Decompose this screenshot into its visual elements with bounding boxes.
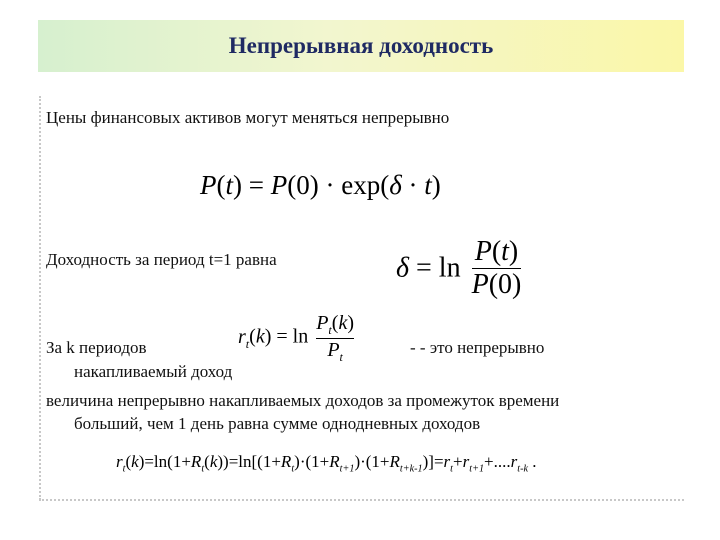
text-line-4: накапливаемый доход bbox=[74, 362, 233, 381]
text-line-5: величина непрерывно накапливаемых доходов за промежуток времени bbox=[46, 391, 560, 410]
text-line-1: Цены финансовых активов могут меняться непрерывно bbox=[46, 108, 450, 127]
formula-log-sum: $r_t(k)=\ln(1+R_t(k))=\ln[(1+R_t)\cdot(1+R_{t+1})\cdot(1+R_{t+k-1})]=r_t+r_{t+1}+....r_{t-k}$ . bbox=[116, 452, 537, 475]
text-line-2: Доходность за период t=1 равна bbox=[46, 250, 277, 269]
dotted-border-bottom bbox=[39, 499, 684, 501]
text-line-3b: - - это непрерывно bbox=[410, 338, 545, 357]
text-line-6: больший, чем 1 день равна сумме однодневных доходов bbox=[74, 414, 481, 433]
formula-rt-k: $r_t(k) = \ln$ $\frac{P_t(k)}{P_t}$ bbox=[238, 312, 354, 364]
slide-title: Непрерывная доходность bbox=[228, 33, 494, 58]
dotted-border-left bbox=[39, 96, 41, 500]
title-banner bbox=[38, 20, 684, 72]
text-line-3a: За k периодов bbox=[46, 338, 147, 357]
formula-delta-ln: δ = ln $\frac{P(t)}{P(0)}$ bbox=[396, 236, 522, 300]
formula-price-exp: P(t) = P(0) · exp(δ · t) bbox=[200, 170, 441, 200]
